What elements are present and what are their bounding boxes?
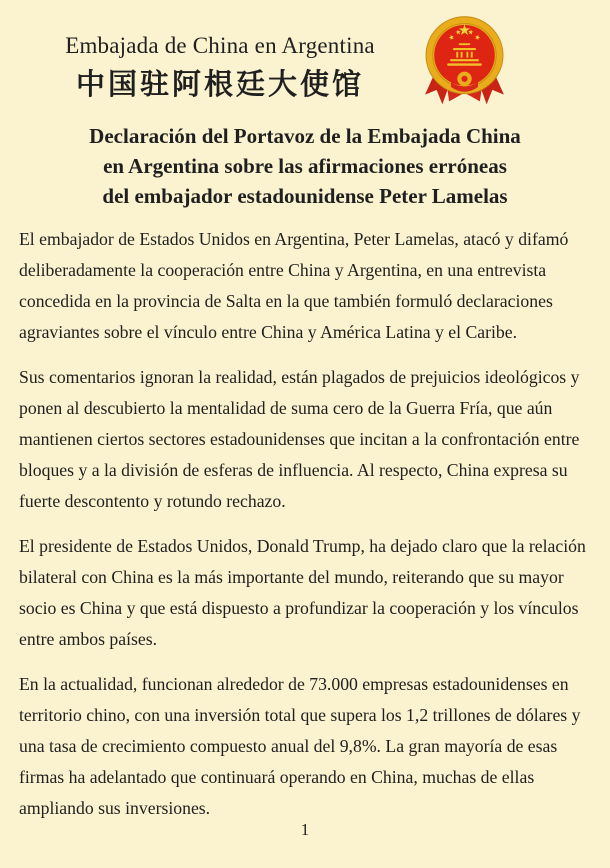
paragraph-4: En la actualidad, funcionan alrededor de 73.000 empresas estadounidenses en territorio chino, con una inversión total que supera los 1,2 trillones de dólares y una tasa de crecimiento compuesto anual del 9,8%. La gran mayoría de esas firmas ha adelantado que continuará operando en China, muchas de ellas ampliando sus inversiones. [19, 674, 581, 818]
document-title-line-2: en Argentina sobre las afirmaciones erróneas [103, 154, 507, 178]
china-national-emblem-icon [416, 11, 513, 111]
embassy-name-chinese: 中国驻阿根廷大使馆 [75, 69, 364, 101]
paragraph-2: Sus comentarios ignoran la realidad, están plagados de prejuicios ideológicos y ponen al descubierto la mentalidad de suma cero de la Guerra Fría, que aún mantienen ciertos sectores estadounidenses que incitan a la confrontación entre bloques y a la división de esferas de influencia. Al respecto, China expresa su fuerte descontento y rotundo rechazo. [19, 367, 580, 511]
document-title-line-1: Declaración del Portavoz de la Embajada China [89, 124, 521, 148]
page-number: 1 [300, 820, 310, 839]
paragraph-3: El presidente de Estados Unidos, Donald Trump, ha dejado claro que la relación bilateral con China es la más importante del mundo, reiterando que su mayor socio es China y que está dispuesto a profundizar la cooperación y los vínculos entre ambos países. [19, 536, 586, 649]
embassy-name-spanish: Embajada de China en Argentina [65, 33, 375, 58]
document-title-line-3: del embajador estadounidense Peter Lamelas [102, 184, 508, 208]
document-title [0, 121, 610, 211]
statement-body [19, 224, 597, 838]
paragraph-1: El embajador de Estados Unidos en Argentina, Peter Lamelas, atacó y difamó deliberadamente la cooperación entre China y Argentina, en una entrevista concedida en la provincia de Salta en la que también formuló declaraciones agraviantes sobre el vínculo entre China y América Latina y el Caribe. [19, 229, 569, 342]
